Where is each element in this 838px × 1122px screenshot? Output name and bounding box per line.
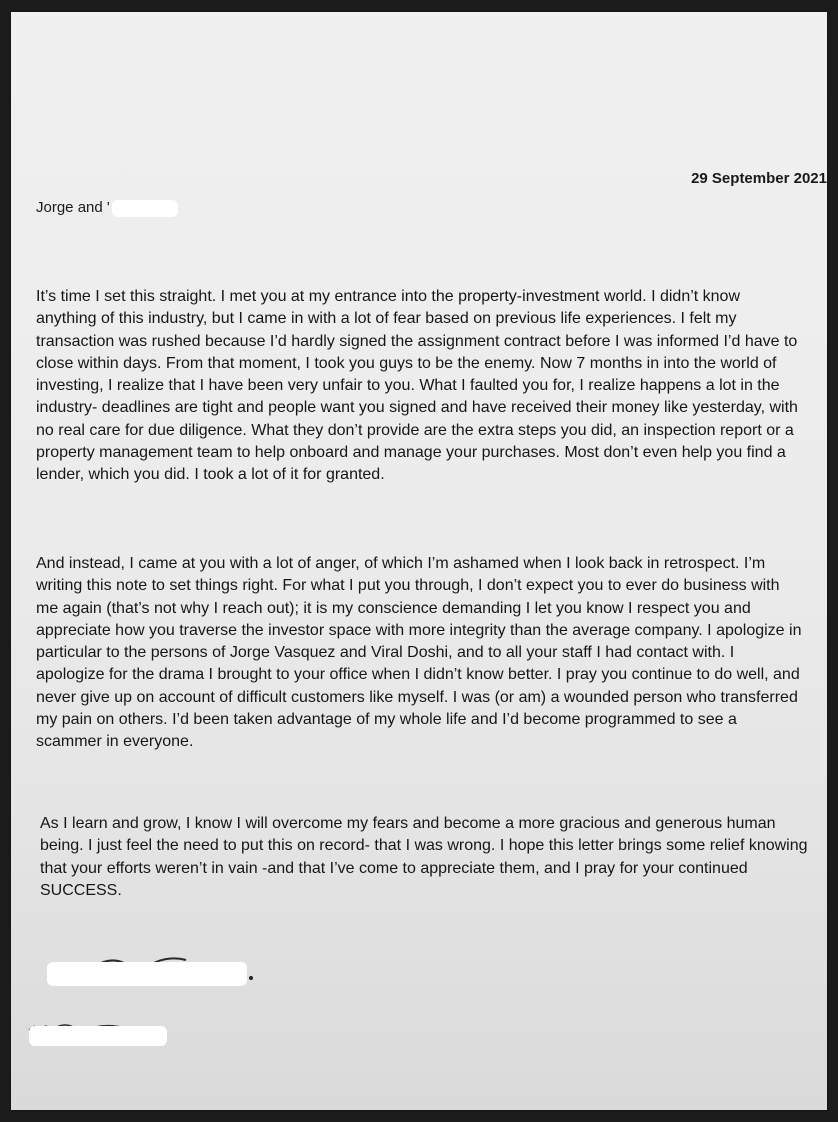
salutation-text: Jorge and ' [36,199,110,216]
redacted-signature [47,962,247,986]
signature-dot [249,976,253,980]
salutation [36,199,178,217]
body-paragraph: And instead, I came at you with a lot of anger, of which I’m ashamed when I look back in retrospect. I’m writing this note to set things right. For what I put you through, I don’t expect you to ever do business with me again (that’s not why I reach out); it is my conscience demanding I let you know I respect you and appreciate how you traverse the investor space with more integrity than the average company. I apologize in particular to the persons of Jorge Vasquez and Viral Doshi, and to all your staff I had contact with. I apologize for the drama I brought to your office when I didn’t know better. I pray you continue to do well, and never give up on account of difficult customers like myself. I was (or am) a wounded person who transferred my pain on others. I’d been taken advantage of my whole life and I’d become programmed to see a scammer in everyone. [36,555,802,751]
letter-date: 29 September 2021 [691,170,827,187]
redacted-recipient-name [112,200,178,217]
body-paragraph: As I learn and grow, I know I will overcome my fears and become a more gracious and generous human being. I just feel the need to put this on record- that I was wrong. I hope this letter brings some relief knowing that your efforts weren’t in vain -and that I’ve come to appreciate them, and I pray for your continued SUCCESS. [40,815,808,899]
body-paragraph: It’s time I set this straight. I met you at my entrance into the property-investment world. I didn’t know anything of this industry, but I came in with a lot of fear based on previous life experiences. I felt my transaction was rushed because I’d hardly signed the assignment contract before I was informed I’d have to close within days. From that moment, I took you guys to be the enemy. Now 7 months in into the world of investing, I realize that I have been very unfair to you. What I faulted you for, I realize happens a lot in the industry- deadlines are tight and people want you signed and have received their money like yesterday, with no real care for due diligence. What they don’t provide are the extra steps you did, an inspection report or a property management team to help onboard and manage your purchases. Most don’t even help you find a lender, which you did. I took a lot of it for granted. [36,288,798,484]
letter-page [11,12,827,1110]
redacted-printed-name [29,1026,167,1046]
